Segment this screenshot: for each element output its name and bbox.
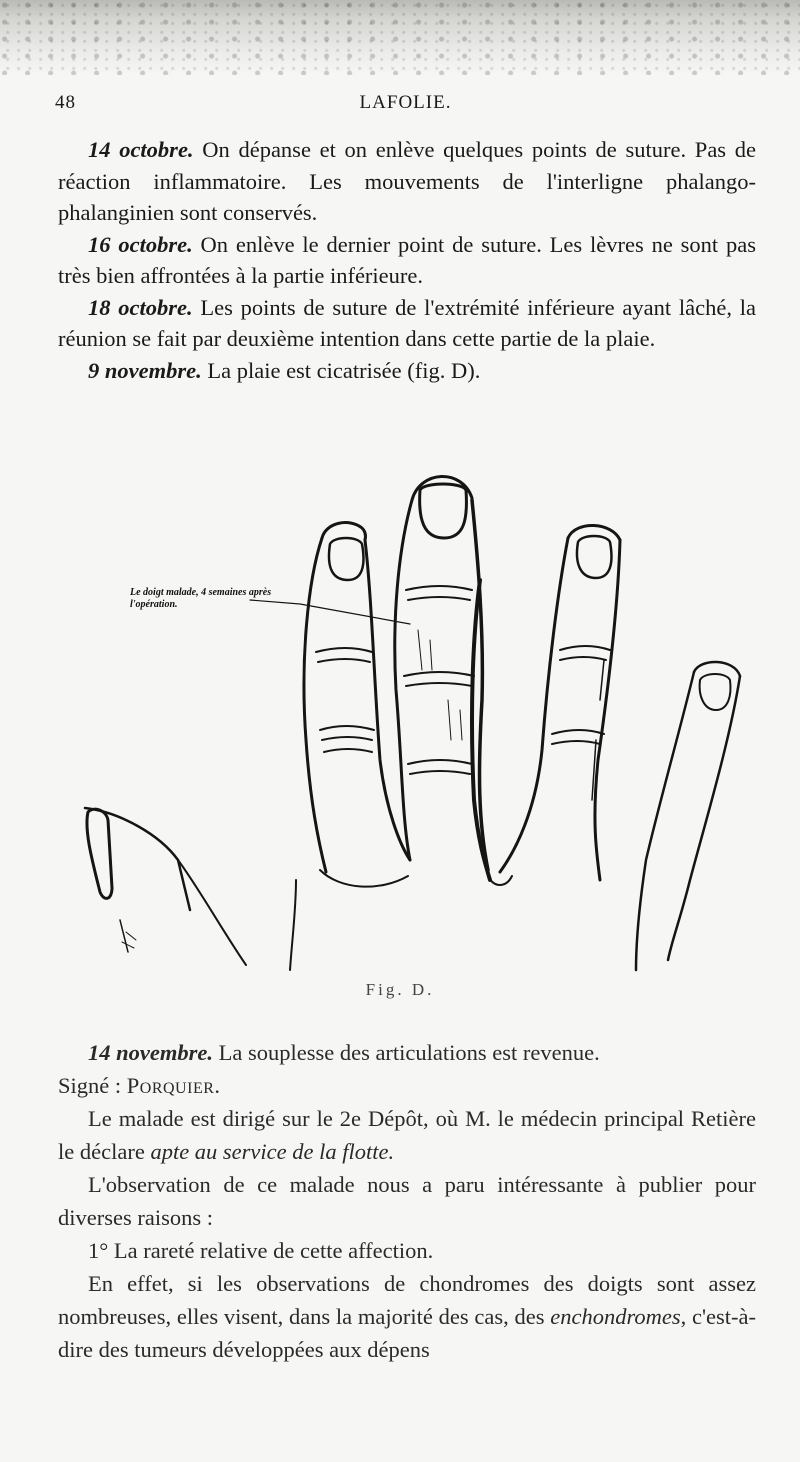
paragraph-depot (58, 1102, 756, 1168)
signature-prefix: Signé : (58, 1073, 127, 1098)
running-head: LAFOLIE. (359, 92, 452, 113)
paragraph-text-end: , c'est-à-dire des tumeurs développées aux dépens (58, 1304, 756, 1362)
paragraph-italic: apte au service de la flotte. (150, 1139, 395, 1164)
text-block-top (58, 134, 756, 386)
entry-text: Les points de suture de l'extrémité inférieure ayant lâché, la réunion se fait par deuxième intention dans cette partie de la plaie. (58, 294, 756, 351)
entry-date: 9 novembre. (88, 357, 202, 383)
signer-name: Porquier. (126, 1073, 221, 1098)
paragraph-14-novembre (58, 1036, 756, 1069)
entry-text: On enlève le dernier point de suture. Les lèvres ne sont pas très bien affrontées à la partie inférieure. (58, 231, 756, 288)
entry-date: 18 octobre. (88, 294, 193, 320)
hand-illustration (0, 440, 800, 1030)
text-block-bottom (58, 1036, 756, 1366)
page-number: 48 (55, 92, 76, 113)
paragraph-16-octobre (58, 229, 756, 292)
paragraph-italic: enchondromes (550, 1304, 681, 1329)
paragraph-9-novembre (58, 355, 756, 387)
paragraph-text: 1° La rareté relative de cette affection. (88, 1238, 434, 1263)
paragraph-rarete (58, 1234, 756, 1267)
paragraph-text: En effet, si les observations de chondromes des doigts sont assez nombreuses, elles visent, dans la majorité des cas, des (58, 1271, 756, 1329)
figure-caption: Fig. D. (365, 980, 435, 999)
entry-text: La souplesse des articulations est revenue. (212, 1040, 600, 1065)
entry-text: La plaie est cicatrisée (fig. D). (201, 357, 481, 383)
entry-date: 16 octobre. (88, 231, 193, 257)
entry-date: 14 octobre. (88, 137, 194, 162)
paragraph-18-octobre (58, 292, 756, 355)
signature-line (58, 1069, 756, 1102)
entry-text: On dépanse et on enlève quelques points de suture. Pas de réaction inflammatoire. Les mouvements de l'interligne phalango-phalanginien sont conservés. (58, 137, 756, 225)
entry-date: 14 novembre. (88, 1040, 213, 1065)
scan-edge-noise (0, 0, 800, 75)
page-header (55, 92, 756, 120)
paragraph-text: Le malade est dirigé sur le 2e Dépôt, où M. le médecin principal Retière le déclare (58, 1106, 756, 1164)
figure-hand-drawing (0, 440, 800, 1030)
paragraph-14-octobre (58, 134, 756, 229)
paragraph-en-effet (58, 1267, 756, 1366)
paragraph-text: L'observation de ce malade nous a paru intéressante à publier pour diverses raisons : (58, 1172, 756, 1230)
figure-label: Le doigt malade, 4 semaines après l'opération. (130, 587, 272, 610)
paragraph-observation (58, 1168, 756, 1234)
